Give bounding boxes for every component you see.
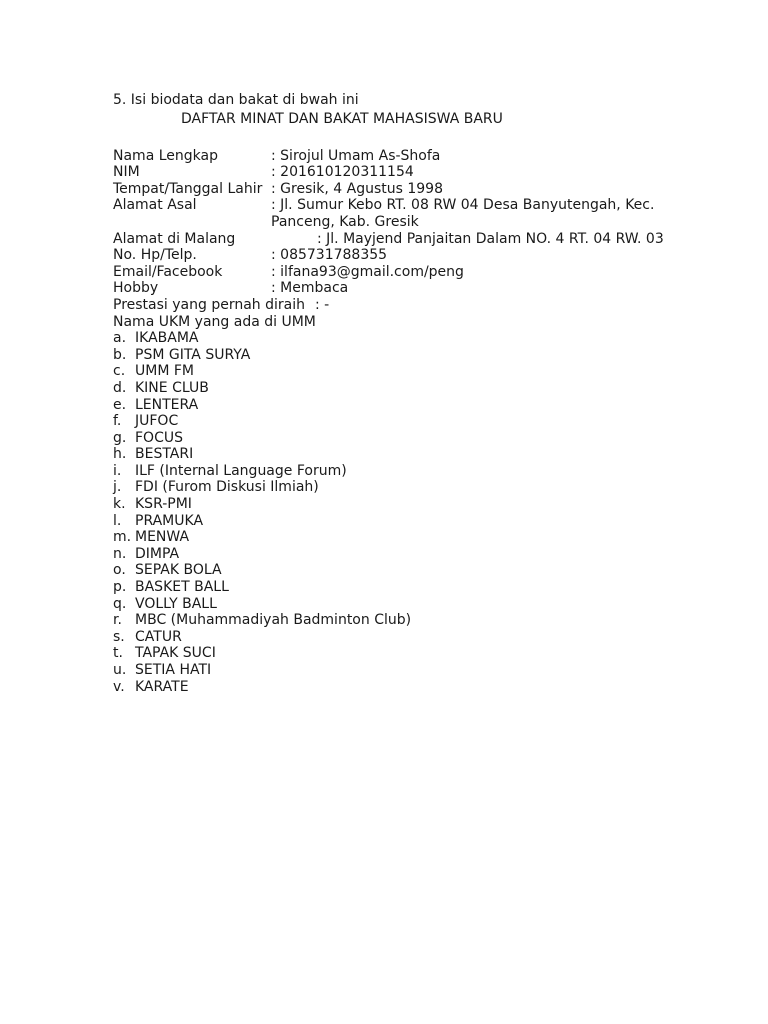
field-no-hp [113, 247, 713, 264]
list-item [113, 662, 713, 679]
document-body [113, 92, 713, 695]
list-marker: v. [113, 678, 125, 695]
list-item [113, 513, 713, 530]
list-item-text: KARATE [135, 678, 189, 695]
list-marker: i. [113, 462, 122, 479]
list-marker: e. [113, 396, 127, 413]
list-item [113, 397, 713, 414]
list-marker: s. [113, 628, 125, 645]
field-label: Tempat/Tanggal Lahir [113, 180, 263, 197]
list-marker: b. [113, 346, 127, 363]
list-item-text: KSR-PMI [135, 496, 192, 513]
list-item [113, 479, 713, 496]
list-item-text: SETIA HATI [135, 662, 212, 678]
list-item-text: MBC (Muhammadiyah Badminton Club) [135, 612, 412, 629]
instruction-text: 5. Isi biodata dan bakat di bwah ini [113, 92, 359, 108]
list-item [113, 413, 713, 430]
list-item-text: ILF (Internal Language Forum) [135, 462, 347, 479]
list-marker: u. [113, 662, 127, 678]
field-label: NIM [113, 164, 140, 181]
field-alamat-asal-continued: Panceng, Kab. Gresik [271, 213, 419, 230]
list-item-text: VOLLY BALL [135, 595, 217, 612]
list-item [113, 363, 713, 380]
list-item-text: DIMPA [135, 545, 180, 562]
field-label: Alamat di Malang [113, 230, 236, 247]
list-marker: o. [113, 562, 126, 579]
list-item [113, 562, 713, 579]
field-alamat-asal [113, 197, 713, 214]
field-label: Prestasi yang pernah diraih [113, 296, 305, 313]
ukm-heading: Nama UKM yang ada di UMM [113, 313, 316, 330]
list-item [113, 579, 713, 596]
field-value: : Jl. Mayjend Panjaitan Dalam NO. 4 RT. 04 RW. 03 [317, 230, 664, 247]
list-item-text: FDI (Furom Diskusi Ilmiah) [135, 479, 319, 496]
list-item-text: KINE CLUB [135, 379, 209, 396]
field-prestasi [113, 297, 713, 314]
field-label: Email/Facebook [113, 263, 223, 280]
list-marker: c. [113, 363, 126, 380]
list-marker: r. [113, 612, 122, 629]
field-label: Nama Lengkap [113, 147, 218, 164]
list-item-text: BASKET BALL [135, 579, 229, 596]
list-item [113, 330, 713, 347]
list-item [113, 529, 713, 546]
list-item [113, 347, 713, 364]
field-value: : ilfana93@gmail.com/peng [271, 263, 464, 280]
list-marker: j. [113, 479, 122, 496]
list-marker: m. [113, 529, 132, 546]
list-item-text: UMM FM [135, 363, 194, 380]
list-item [113, 546, 713, 563]
list-item-text: LENTERA [135, 396, 199, 413]
list-item [113, 629, 713, 646]
list-item-text: FOCUS [135, 429, 183, 446]
list-marker: p. [113, 579, 127, 596]
field-value: : Membaca [271, 280, 349, 297]
list-marker: f. [113, 413, 122, 430]
list-marker: g. [113, 429, 127, 446]
list-marker: h. [113, 446, 127, 463]
field-hobby [113, 280, 713, 297]
field-value: : - [315, 296, 330, 313]
field-value: : 201610120311154 [271, 164, 414, 181]
field-nim [113, 164, 713, 181]
field-value: : Gresik, 4 Agustus 1998 [271, 180, 443, 197]
document-title: DAFTAR MINAT DAN BAKAT MAHASISWA BARU [181, 111, 503, 127]
list-item [113, 679, 713, 696]
field-label: Alamat Asal [113, 197, 197, 214]
field-label: Hobby [113, 280, 159, 297]
list-item [113, 430, 713, 447]
list-item [113, 612, 713, 629]
list-item [113, 645, 713, 662]
list-item-text: TAPAK SUCI [135, 645, 216, 662]
list-marker: a. [113, 330, 127, 347]
spacer [113, 128, 713, 148]
list-item [113, 380, 713, 397]
list-item [113, 496, 713, 513]
field-alamat-di-malang [113, 231, 713, 248]
list-item-text: PRAMUKA [135, 512, 204, 529]
ukm-list [113, 330, 713, 695]
list-item-text: JUFOC [135, 413, 179, 430]
list-marker: k. [113, 496, 126, 513]
list-marker: n. [113, 545, 127, 562]
list-item [113, 446, 713, 463]
list-marker: q. [113, 595, 127, 612]
field-value: : 085731788355 [271, 247, 388, 264]
list-marker: t. [113, 645, 123, 662]
list-item [113, 463, 713, 480]
field-tempat-tanggal-lahir [113, 181, 713, 198]
list-item-text: SEPAK BOLA [135, 562, 222, 579]
field-label: No. Hp/Telp. [113, 247, 197, 264]
list-item-text: MENWA [135, 529, 190, 546]
list-item [113, 596, 713, 613]
list-marker: d. [113, 379, 127, 396]
field-nama-lengkap [113, 148, 713, 165]
list-marker: l. [113, 512, 122, 529]
field-value: : Jl. Sumur Kebo RT. 08 RW 04 Desa Banyutengah, Kec. [271, 197, 655, 214]
list-item-text: PSM GITA SURYA [135, 346, 251, 363]
field-email-facebook [113, 264, 713, 281]
field-value: : Sirojul Umam As-Shofa [271, 147, 441, 164]
list-item-text: IKABAMA [135, 330, 199, 347]
list-item-text: BESTARI [135, 446, 194, 463]
list-item-text: CATUR [135, 628, 182, 645]
